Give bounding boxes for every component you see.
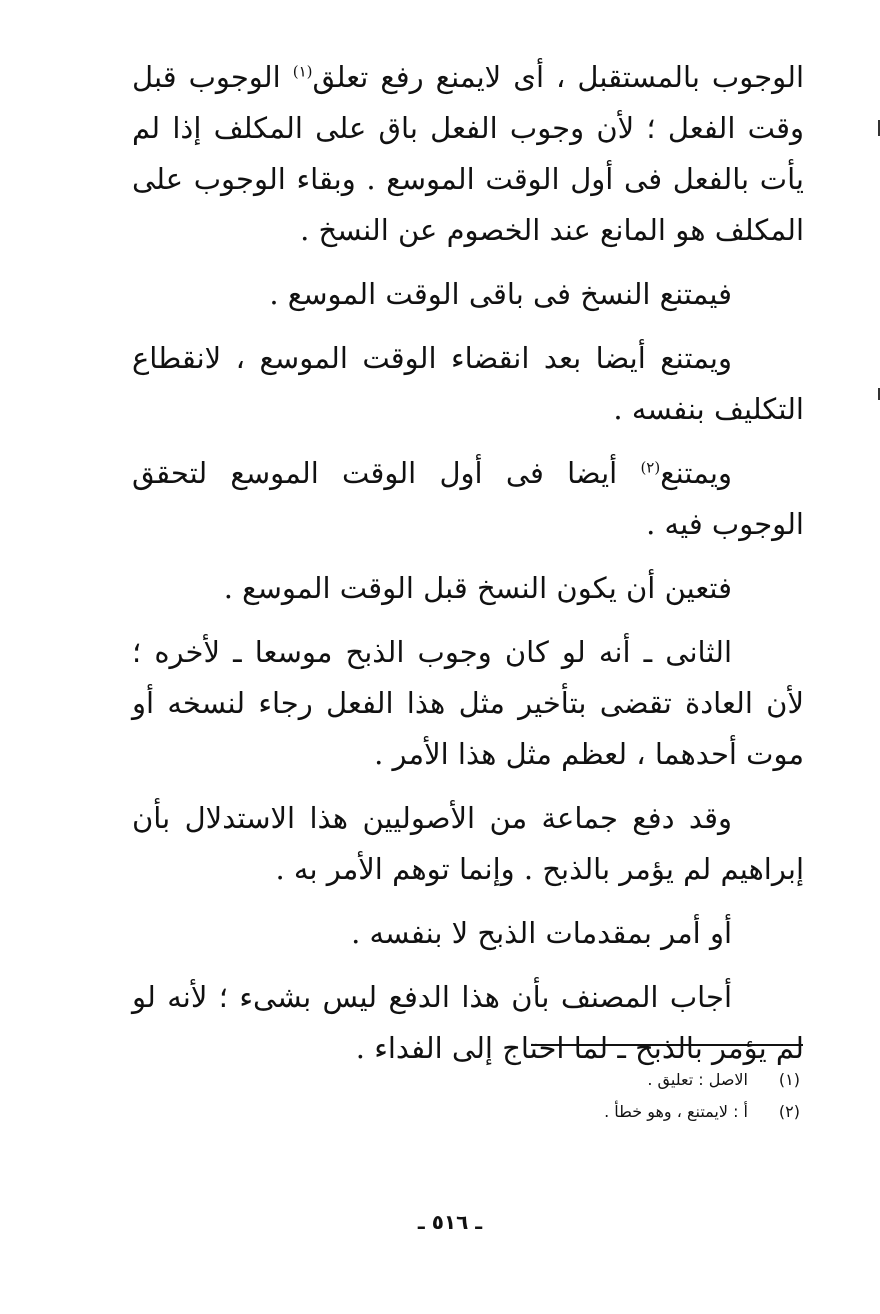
paragraph-text: الوجوب قبل وقت الفعل ؛ لأن وجوب الفعل باق على المكلف إذا لم يأت بالفعل فى أول الوقت الموسع . وبقاء الوجوب على المكلف هو المانع عند الخصوم عن النسخ .: [132, 60, 804, 247]
main-text: [132, 52, 804, 1087]
paragraph-5: فتعين أن يكون النسخ قبل الوقت الموسع .: [223, 571, 732, 605]
page-number: ـ ٥١٦ ـ: [417, 1210, 483, 1234]
paragraph-1: [132, 52, 804, 256]
paragraph-2: فيمتنع النسخ فى باقى الوقت الموسع .: [269, 277, 732, 311]
paragraph-9: أجاب المصنف بأن هذا الدفع ليس بشىء ؛ لأنه لو لم يؤمر بالذبح ـ لما احتاج إلى الفداء .: [132, 980, 804, 1065]
footnote-text: الاصل : تعليق .: [647, 1070, 748, 1089]
paragraph-8: أو أمر بمقدمات الذبح لا بنفسه .: [351, 916, 732, 950]
paragraph-7: وقد دفع جماعة من الأصوليين هذا الاستدلال بأن إبراهيم لم يؤمر بالذبح . وإنما توهم الأمر به .: [132, 801, 804, 886]
footnote-text: أ : لايمتنع ، وهو خطأ .: [604, 1102, 748, 1121]
paragraph-text: الوجوب بالمستقبل ، أى لايمنع رفع تعلق: [312, 60, 804, 94]
footnote-number: (١): [778, 1070, 800, 1089]
footnote-2: [400, 1096, 800, 1128]
footnote-marker[interactable]: (١): [292, 62, 313, 81]
paragraph-6: الثانى ـ أنه لو كان وجوب الذبح موسعا ـ لأخره ؛ لأن العادة تقضى بتأخير مثل هذا الفعل رجاء لنسخه أو موت أحدهما ، لعظم مثل هذا الأمر .: [132, 635, 804, 771]
footnote-number: (٢): [778, 1102, 800, 1121]
footnotes: [400, 1064, 800, 1128]
paragraph-text: ويمتنع: [660, 456, 732, 490]
paragraph-3: ويمتنع أيضا بعد انقضاء الوقت الموسع ، لانقطاع التكليف بنفسه .: [132, 341, 804, 426]
footnote-1: [400, 1064, 800, 1096]
footnote-divider: [531, 1044, 803, 1046]
paragraph-text: أيضا فى أول الوقت الموسع لتحقق الوجوب فيه .: [132, 456, 804, 541]
footnote-marker[interactable]: (٢): [640, 458, 661, 477]
paragraph-4: [132, 448, 804, 550]
